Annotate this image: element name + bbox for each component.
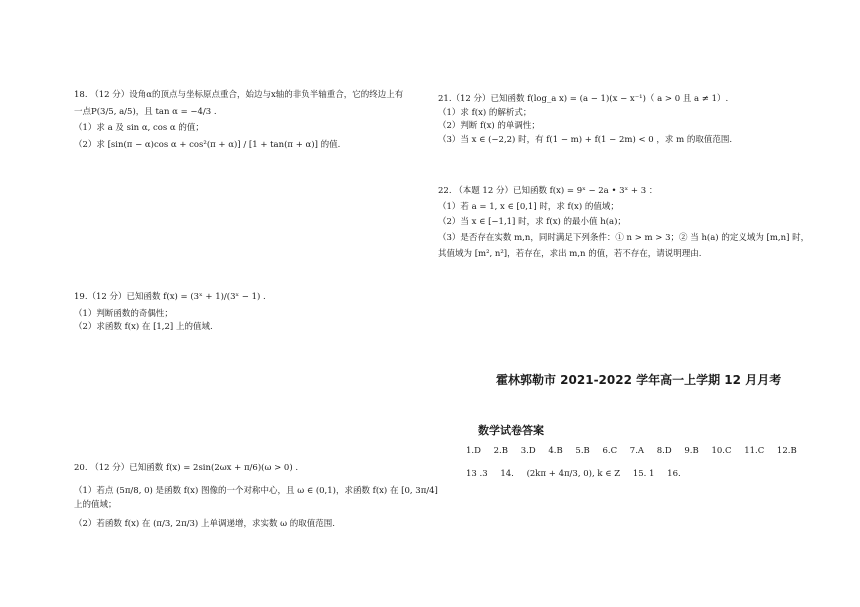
q21-line-2: （1）求 f(x) 的解析式；: [438, 107, 532, 118]
answer-row-choices: [466, 446, 807, 457]
answer-9: 9.B: [684, 446, 699, 456]
q20-line-2: （1）若点 (5π/8, 0) 是函数 f(x) 图像的一个对称中心，且 ω ∈ (0,1)，求函数 f(x) 在 [0, 3π/4]: [74, 485, 438, 496]
answer-title: 霍林郭勒市 2021-2022 学年高一上学期 12 月月考: [496, 373, 782, 387]
answer-8: 8.D: [656, 446, 672, 456]
q21-line-3: （2）判断 f(x) 的单调性；: [438, 121, 540, 132]
answer-row-fill: [466, 469, 807, 480]
q18-line-4: （2）求 [sin(π − α)cos α + cos²(π + α)] / [1 + tan(π + α)] 的值.: [74, 139, 341, 150]
q22-line-2: （1）若 a = 1, x ∈ [0,1] 时，求 f(x) 的值域；: [438, 201, 619, 212]
answer-1: 1.D: [466, 446, 481, 456]
answer-16: 16.: [667, 468, 681, 479]
q20-line-3: 上的值域；: [74, 500, 117, 511]
answer-15: 15. 1: [632, 468, 655, 479]
answer-10: 10.C: [711, 446, 732, 456]
answer-6: 6.C: [602, 446, 618, 456]
answer-12: 12.B: [776, 446, 797, 456]
answer-3: 3.D: [520, 446, 536, 456]
answer-11: 11.C: [744, 446, 765, 456]
question-22: [438, 186, 809, 262]
question-19: [74, 292, 266, 336]
q20-line-4: （2）若函数 f(x) 在 (π/3, 2π/3) 上单调递增，求实数 ω 的取值范围.: [74, 518, 335, 529]
q20-line-1: 20. （12 分）已知函数 f(x) = 2sin(2ωx + π/6)(ω > 0) .: [74, 463, 299, 473]
q22-line-3: （2）当 x ∈ [−1,1] 时，求 f(x) 的最小值 h(a)；: [438, 217, 626, 228]
q22-line-4: （3）是否存在实数 m,n，同时满足下列条件：① n > m > 3；② 当 h(a) 的定义域为 [m,n] 时，: [438, 232, 810, 243]
answer-13: 13 .3: [466, 468, 488, 479]
answer-14-value: (2kπ + 4π/3, 0), k ∈ Z: [526, 468, 621, 479]
q18-line-3: （1）求 a 及 sin α, cos α 的值；: [74, 123, 204, 134]
q21-line-4: （3）当 x ∈ (−2,2) 时，有 f(1 − m) + f(1 − 2m) < 0 ，求 m 的取值范围.: [438, 134, 733, 145]
answer-5: 5.B: [575, 446, 590, 456]
answer-7: 7.A: [629, 446, 645, 456]
question-21: [438, 94, 732, 149]
q18-line-2: 一点P(3/5, a/5)，且 tan α = −4/3 .: [74, 106, 217, 117]
q22-line-1: 22. （本题 12 分）已知函数 f(x) = 9ˣ − 2a • 3ˣ + 3 ：: [438, 186, 658, 196]
answer-4: 4.B: [548, 446, 563, 456]
answer-key: [466, 446, 807, 491]
answer-14-label: 14.: [500, 468, 514, 479]
q22-line-5: 其值域为 [m², n²]，若存在，求出 m,n 的值，若不存在，请说明理由.: [438, 248, 702, 259]
q19-line-1: 19.（12 分）已知函数 f(x) = (3ˣ + 1)/(3ˣ − 1) .: [74, 292, 266, 302]
answer-subtitle: 数学试卷答案: [478, 424, 544, 437]
q19-line-3: （2）求函数 f(x) 在 [1,2] 上的值域.: [74, 322, 213, 333]
q19-line-2: （1）判断函数的奇偶性；: [74, 308, 173, 319]
q18-line-1: 18. （12 分）设角α的顶点与坐标原点重合，始边与x轴的非负半轴重合，它的终边上有: [74, 90, 404, 100]
answer-2: 2.B: [493, 446, 508, 456]
question-18: [74, 90, 403, 154]
q21-line-1: 21.（12 分）已知函数 f(log_a x) = (a − 1)(x − x⁻¹)（ a > 0 且 a ≠ 1）.: [438, 94, 729, 104]
question-20: [74, 463, 438, 533]
